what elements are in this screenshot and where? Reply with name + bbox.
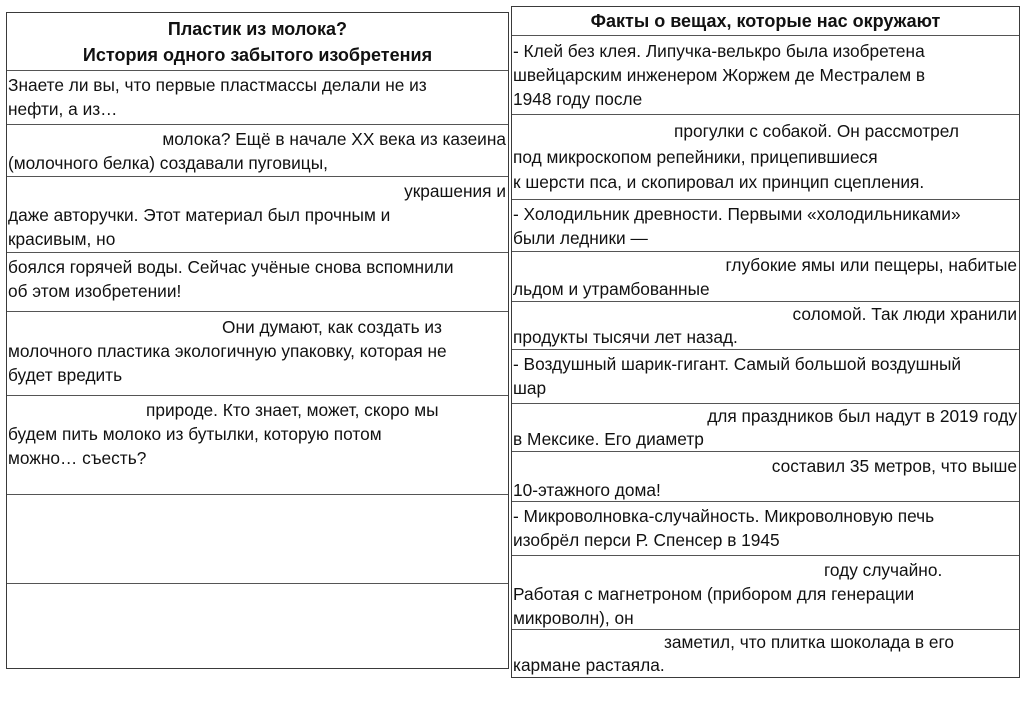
text-line: об этом изобретении! [8,281,182,301]
left-text-cell [7,311,508,395]
text-line: заметил, что плитка шоколада в его [664,632,954,652]
left-title-line1: Пластик из молока? [167,19,348,39]
right-text-cell [512,403,1019,451]
left-text-cell [7,176,508,252]
right-text-cell [512,35,1019,114]
right-title-cell [512,7,1019,35]
text-line: кармане растаяла. [513,655,665,675]
text-line: будем пить молоко из бутылки, которую потом [8,424,382,444]
left-empty-cell [7,583,508,667]
text-line: к шерсти пса, и скопировал их принцип сцепления. [513,172,925,192]
right-text-cell [512,555,1019,629]
text-line: соломой. Так люди хранили [792,304,1017,324]
text-line: красивым, но [8,229,116,249]
text-line: 10-этажного дома! [513,480,661,500]
text-line: под микроскопом репейники, прицепившиеся [513,147,878,167]
text-line: в Мексике. Его диаметр [513,429,704,449]
text-line: даже авторучки. Этот материал был прочным и [8,205,391,225]
text-line: году случайно. [824,560,943,580]
left-article-panel [6,12,509,669]
text-line: - Микроволновка-случайность. Микроволновую печь [513,506,935,526]
text-line: нефти, а из… [8,99,118,119]
text-line: украшения и [404,181,506,201]
left-empty-cell [7,494,508,583]
text-line: - Холодильник древности. Первыми «холодильниками» [513,204,961,224]
text-line: микроволн), он [513,608,634,628]
text-line: швейцарским инженером Жоржем де Местралем в [513,65,926,85]
right-text-cell [512,114,1019,199]
text-line: были ледники — [513,228,648,248]
right-text-cell [512,251,1019,301]
right-text-cell [512,199,1019,251]
right-title: Факты о вещах, которые нас окружают [590,11,941,31]
text-line: составил 35 метров, что выше [771,456,1017,476]
right-text-cell [512,629,1019,676]
text-line: молочного пластика экологичную упаковку, которая не [8,341,447,361]
text-line: изобрёл перси Р. Спенсер в 1945 [513,530,780,550]
right-text-cell [512,301,1019,349]
text-line: будет вредить [8,365,123,385]
left-text-cell [7,70,508,124]
right-text-cell [512,451,1019,501]
text-line: - Воздушный шарик-гигант. Самый большой воздушный [513,354,962,374]
text-line: Знаете ли вы, что первые пластмассы делали не из [8,75,427,95]
text-line: боялся горячей воды. Сейчас учёные снова вспомнили [8,257,454,277]
right-text-cell [512,501,1019,555]
text-line: льдом и утрамбованные [513,279,710,299]
left-title-line2: История одного забытого изобретения [82,45,433,65]
text-line: (молочного белка) создавали пуговицы, [8,153,328,173]
left-title-cell [7,13,508,70]
text-line: Работая с магнетроном (прибором для генерации [513,584,915,604]
right-text-cell [512,349,1019,403]
left-text-cell [7,252,508,311]
text-line: продукты тысячи лет назад. [513,327,738,347]
text-line: 1948 году после [513,89,643,109]
left-text-cell [7,395,508,494]
text-line: прогулки с собакой. Он рассмотрел [674,121,959,141]
text-line: для праздников был надут в 2019 году [707,406,1017,426]
text-line: Они думают, как создать из [222,317,442,337]
text-line: природе. Кто знает, может, скоро мы [146,400,439,420]
left-text-cell [7,124,508,176]
text-line: глубокие ямы или пещеры, набитые [725,255,1017,275]
text-line: молока? Ещё в начале XX века из казеина [162,129,506,149]
right-facts-panel [511,6,1020,678]
text-line: шар [513,378,547,398]
text-line: - Клей без клея. Липучка-велькро была изобретена [513,41,925,61]
text-line: можно… съесть? [8,448,147,468]
